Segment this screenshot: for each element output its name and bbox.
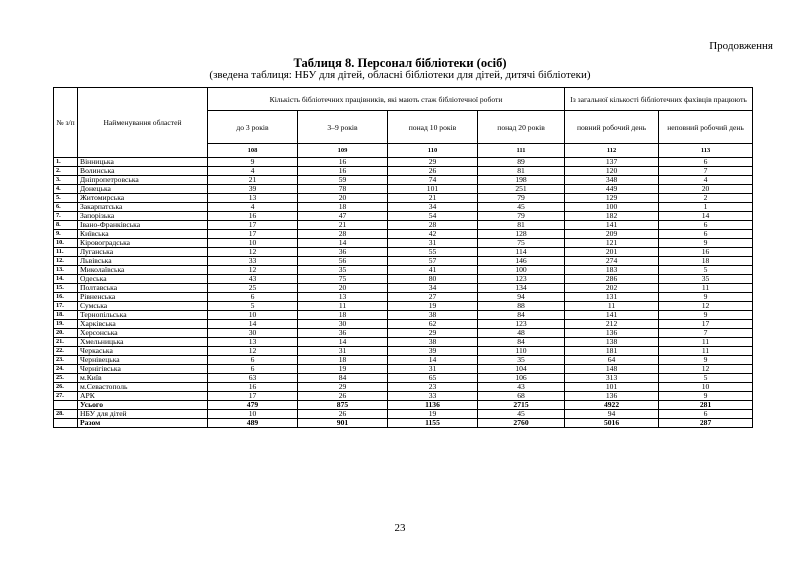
value-cell: 12: [208, 266, 298, 275]
header-code: 109: [298, 144, 388, 158]
table-row: [54, 410, 753, 419]
value-cell: 13: [208, 194, 298, 203]
value-cell: 18: [298, 203, 388, 212]
region-name: НБУ для дітей: [78, 410, 208, 419]
value-cell: 31: [298, 347, 388, 356]
value-cell: 14: [659, 212, 753, 221]
value-cell: 6: [659, 221, 753, 230]
value-cell: 100: [478, 266, 565, 275]
value-cell: 94: [478, 293, 565, 302]
value-cell: 6: [208, 365, 298, 374]
value-cell: 59: [298, 176, 388, 185]
row-number: 9.: [54, 230, 78, 239]
value-cell: 479: [208, 401, 298, 410]
value-cell: 11: [659, 347, 753, 356]
value-cell: 55: [388, 248, 478, 257]
value-cell: 6: [659, 410, 753, 419]
table-title: Таблиця 8. Персонал бібліотеки (осіб): [293, 56, 507, 70]
region-name: Чернівецька: [78, 356, 208, 365]
value-cell: 1136: [388, 401, 478, 410]
value-cell: 101: [565, 383, 659, 392]
value-cell: 449: [565, 185, 659, 194]
value-cell: 12: [659, 365, 753, 374]
value-cell: 38: [388, 311, 478, 320]
value-cell: 30: [208, 329, 298, 338]
value-cell: 489: [208, 419, 298, 428]
table-row: [54, 266, 753, 275]
value-cell: 29: [388, 329, 478, 338]
value-cell: 20: [659, 185, 753, 194]
value-cell: 287: [659, 419, 753, 428]
value-cell: 29: [388, 158, 478, 167]
row-number: 3.: [54, 176, 78, 185]
table-row: [54, 176, 753, 185]
region-name: Херсонська: [78, 329, 208, 338]
value-cell: 16: [659, 248, 753, 257]
table-row: [54, 419, 753, 428]
region-name: м.Севастополь: [78, 383, 208, 392]
value-cell: 10: [208, 311, 298, 320]
value-cell: 45: [478, 203, 565, 212]
value-cell: 9: [659, 293, 753, 302]
value-cell: 34: [388, 203, 478, 212]
table-row: [54, 338, 753, 347]
region-name: Івано-Франківська: [78, 221, 208, 230]
table-row: [54, 194, 753, 203]
value-cell: 13: [298, 293, 388, 302]
value-cell: 4922: [565, 401, 659, 410]
region-name: Закарпатська: [78, 203, 208, 212]
value-cell: 16: [208, 212, 298, 221]
value-cell: 146: [478, 257, 565, 266]
region-name: Разом: [78, 419, 208, 428]
region-name: Рівненська: [78, 293, 208, 302]
value-cell: 21: [298, 221, 388, 230]
value-cell: 6: [659, 230, 753, 239]
value-cell: 4: [208, 167, 298, 176]
row-number: 5.: [54, 194, 78, 203]
value-cell: 27: [388, 293, 478, 302]
value-cell: 2715: [478, 401, 565, 410]
value-cell: 79: [478, 212, 565, 221]
value-cell: 11: [298, 302, 388, 311]
value-cell: 10: [208, 239, 298, 248]
value-cell: 274: [565, 257, 659, 266]
region-name: Луганська: [78, 248, 208, 257]
value-cell: 12: [659, 302, 753, 311]
value-cell: 68: [478, 392, 565, 401]
value-cell: 57: [388, 257, 478, 266]
header-group-experience: Кількість бібліотечних працівників, які мають стаж бібліотечної роботи: [208, 88, 565, 111]
value-cell: 33: [388, 392, 478, 401]
value-cell: 136: [565, 329, 659, 338]
value-cell: 106: [478, 374, 565, 383]
value-cell: 10: [659, 383, 753, 392]
value-cell: 36: [298, 329, 388, 338]
value-cell: 35: [478, 356, 565, 365]
header-col: понад 20 років: [478, 111, 565, 144]
value-cell: 26: [298, 392, 388, 401]
table-row: [54, 311, 753, 320]
value-cell: 26: [388, 167, 478, 176]
region-name: Чернігівська: [78, 365, 208, 374]
value-cell: 148: [565, 365, 659, 374]
value-cell: 281: [659, 401, 753, 410]
region-name: АРК: [78, 392, 208, 401]
row-number: 24.: [54, 365, 78, 374]
row-number: 15.: [54, 284, 78, 293]
table-row: [54, 302, 753, 311]
value-cell: 23: [388, 383, 478, 392]
value-cell: 6: [659, 158, 753, 167]
value-cell: 875: [298, 401, 388, 410]
value-cell: 38: [388, 338, 478, 347]
value-cell: 251: [478, 185, 565, 194]
table-row: [54, 293, 753, 302]
value-cell: 7: [659, 329, 753, 338]
value-cell: 65: [388, 374, 478, 383]
row-number: 4.: [54, 185, 78, 194]
table-row: [54, 365, 753, 374]
table-row: [54, 401, 753, 410]
value-cell: 33: [208, 257, 298, 266]
value-cell: 47: [298, 212, 388, 221]
value-cell: 84: [478, 311, 565, 320]
value-cell: 137: [565, 158, 659, 167]
table-row: [54, 239, 753, 248]
value-cell: 42: [388, 230, 478, 239]
header-code: 113: [659, 144, 753, 158]
value-cell: 123: [478, 275, 565, 284]
value-cell: 28: [388, 221, 478, 230]
value-cell: 75: [478, 239, 565, 248]
table-row: [54, 275, 753, 284]
value-cell: 202: [565, 284, 659, 293]
table-row: [54, 230, 753, 239]
value-cell: 41: [388, 266, 478, 275]
value-cell: 2760: [478, 419, 565, 428]
value-cell: 19: [388, 410, 478, 419]
value-cell: 9: [659, 239, 753, 248]
value-cell: 84: [298, 374, 388, 383]
value-cell: 29: [298, 383, 388, 392]
value-cell: 75: [298, 275, 388, 284]
region-name: Усього: [78, 401, 208, 410]
value-cell: 209: [565, 230, 659, 239]
value-cell: 19: [298, 365, 388, 374]
header-code: 110: [388, 144, 478, 158]
region-name: Черкаська: [78, 347, 208, 356]
value-cell: 4: [659, 176, 753, 185]
region-name: Полтавська: [78, 284, 208, 293]
value-cell: 313: [565, 374, 659, 383]
value-cell: 9: [208, 158, 298, 167]
value-cell: 43: [208, 275, 298, 284]
value-cell: 35: [659, 275, 753, 284]
continuation-label: Продовження: [709, 40, 773, 52]
value-cell: 128: [478, 230, 565, 239]
value-cell: 88: [478, 302, 565, 311]
value-cell: 12: [208, 248, 298, 257]
value-cell: 18: [659, 257, 753, 266]
value-cell: 131: [565, 293, 659, 302]
row-number: [54, 419, 78, 428]
value-cell: 16: [298, 167, 388, 176]
value-cell: 141: [565, 221, 659, 230]
row-number: 14.: [54, 275, 78, 284]
region-name: Дніпропетровська: [78, 176, 208, 185]
value-cell: 1: [659, 203, 753, 212]
table-row: [54, 158, 753, 167]
row-number: 19.: [54, 320, 78, 329]
table-row: [54, 320, 753, 329]
row-number: 1.: [54, 158, 78, 167]
table-row: [54, 203, 753, 212]
value-cell: 17: [208, 230, 298, 239]
row-number: 11.: [54, 248, 78, 257]
row-number: 18.: [54, 311, 78, 320]
table-row: [54, 383, 753, 392]
value-cell: 201: [565, 248, 659, 257]
row-number: 27.: [54, 392, 78, 401]
value-cell: 10: [208, 410, 298, 419]
table-row: [54, 185, 753, 194]
value-cell: 74: [388, 176, 478, 185]
header-group-workload: Із загальної кількості бібліотечних фахівців працюють: [565, 88, 753, 111]
value-cell: 114: [478, 248, 565, 257]
value-cell: 28: [298, 230, 388, 239]
region-name: Хмельницька: [78, 338, 208, 347]
value-cell: 89: [478, 158, 565, 167]
header-col: понад 10 років: [388, 111, 478, 144]
header-num: № з/п: [54, 88, 78, 158]
value-cell: 1155: [388, 419, 478, 428]
value-cell: 13: [208, 338, 298, 347]
value-cell: 78: [298, 185, 388, 194]
value-cell: 129: [565, 194, 659, 203]
value-cell: 212: [565, 320, 659, 329]
value-cell: 63: [208, 374, 298, 383]
value-cell: 121: [565, 239, 659, 248]
value-cell: 141: [565, 311, 659, 320]
page-number: 23: [394, 522, 406, 534]
table-subtitle: (зведена таблиця: НБУ для дітей, обласні бібліотеки для дітей, дитячі бібліотеки): [209, 69, 591, 81]
value-cell: 43: [478, 383, 565, 392]
region-name: Львівська: [78, 257, 208, 266]
value-cell: 34: [388, 284, 478, 293]
value-cell: 26: [298, 410, 388, 419]
value-cell: 138: [565, 338, 659, 347]
region-name: Тернопільська: [78, 311, 208, 320]
row-number: 12.: [54, 257, 78, 266]
value-cell: 182: [565, 212, 659, 221]
region-name: м.Київ: [78, 374, 208, 383]
header-region: Найменування областей: [78, 88, 208, 158]
value-cell: 30: [298, 320, 388, 329]
row-number: [54, 401, 78, 410]
value-cell: 181: [565, 347, 659, 356]
row-number: 7.: [54, 212, 78, 221]
row-number: 25.: [54, 374, 78, 383]
row-number: 23.: [54, 356, 78, 365]
value-cell: 16: [208, 383, 298, 392]
row-number: 16.: [54, 293, 78, 302]
value-cell: 14: [208, 320, 298, 329]
table-row: [54, 257, 753, 266]
value-cell: 81: [478, 167, 565, 176]
value-cell: 35: [298, 266, 388, 275]
value-cell: 11: [659, 284, 753, 293]
row-number: 6.: [54, 203, 78, 212]
value-cell: 5: [208, 302, 298, 311]
header-col: 3–9 років: [298, 111, 388, 144]
value-cell: 5: [659, 374, 753, 383]
value-cell: 81: [478, 221, 565, 230]
value-cell: 25: [208, 284, 298, 293]
value-cell: 20: [298, 284, 388, 293]
row-number: 20.: [54, 329, 78, 338]
value-cell: 94: [565, 410, 659, 419]
region-name: Запорізька: [78, 212, 208, 221]
value-cell: 84: [478, 338, 565, 347]
value-cell: 17: [208, 221, 298, 230]
value-cell: 39: [388, 347, 478, 356]
value-cell: 20: [298, 194, 388, 203]
value-cell: 12: [208, 347, 298, 356]
row-number: 17.: [54, 302, 78, 311]
region-name: Сумська: [78, 302, 208, 311]
value-cell: 18: [298, 311, 388, 320]
value-cell: 18: [298, 356, 388, 365]
region-name: Миколаївська: [78, 266, 208, 275]
row-number: 13.: [54, 266, 78, 275]
table-row: [54, 167, 753, 176]
region-name: Київська: [78, 230, 208, 239]
value-cell: 901: [298, 419, 388, 428]
value-cell: 6: [208, 293, 298, 302]
value-cell: 134: [478, 284, 565, 293]
row-number: 10.: [54, 239, 78, 248]
value-cell: 21: [388, 194, 478, 203]
value-cell: 9: [659, 392, 753, 401]
staff-table: [53, 87, 753, 428]
value-cell: 17: [659, 320, 753, 329]
header-code: 108: [208, 144, 298, 158]
value-cell: 64: [565, 356, 659, 365]
value-cell: 100: [565, 203, 659, 212]
value-cell: 348: [565, 176, 659, 185]
value-cell: 56: [298, 257, 388, 266]
header-col: до 3 років: [208, 111, 298, 144]
header-col: неповний робочий день: [659, 111, 753, 144]
value-cell: 136: [565, 392, 659, 401]
value-cell: 39: [208, 185, 298, 194]
value-cell: 101: [388, 185, 478, 194]
value-cell: 31: [388, 239, 478, 248]
row-number: 28.: [54, 410, 78, 419]
value-cell: 123: [478, 320, 565, 329]
region-name: Кіровоградська: [78, 239, 208, 248]
value-cell: 14: [298, 338, 388, 347]
value-cell: 11: [659, 338, 753, 347]
value-cell: 110: [478, 347, 565, 356]
header-code: 111: [478, 144, 565, 158]
value-cell: 286: [565, 275, 659, 284]
value-cell: 183: [565, 266, 659, 275]
value-cell: 104: [478, 365, 565, 374]
value-cell: 4: [208, 203, 298, 212]
value-cell: 5016: [565, 419, 659, 428]
value-cell: 120: [565, 167, 659, 176]
region-name: Донецька: [78, 185, 208, 194]
value-cell: 80: [388, 275, 478, 284]
value-cell: 36: [298, 248, 388, 257]
value-cell: 21: [208, 176, 298, 185]
value-cell: 19: [388, 302, 478, 311]
row-number: 2.: [54, 167, 78, 176]
value-cell: 198: [478, 176, 565, 185]
value-cell: 5: [659, 266, 753, 275]
table-row: [54, 374, 753, 383]
value-cell: 79: [478, 194, 565, 203]
region-name: Харківська: [78, 320, 208, 329]
row-number: 26.: [54, 383, 78, 392]
row-number: 21.: [54, 338, 78, 347]
row-number: 22.: [54, 347, 78, 356]
value-cell: 7: [659, 167, 753, 176]
table-row: [54, 356, 753, 365]
header-col: повний робочий день: [565, 111, 659, 144]
table-row: [54, 392, 753, 401]
table-row: [54, 284, 753, 293]
table-row: [54, 248, 753, 257]
value-cell: 17: [208, 392, 298, 401]
table-body: [54, 158, 753, 428]
region-name: Житомирська: [78, 194, 208, 203]
row-number: 8.: [54, 221, 78, 230]
region-name: Вінницька: [78, 158, 208, 167]
table-row: [54, 329, 753, 338]
value-cell: 45: [478, 410, 565, 419]
value-cell: 14: [298, 239, 388, 248]
value-cell: 11: [565, 302, 659, 311]
table-row: [54, 212, 753, 221]
value-cell: 54: [388, 212, 478, 221]
value-cell: 62: [388, 320, 478, 329]
value-cell: 16: [298, 158, 388, 167]
value-cell: 6: [208, 356, 298, 365]
value-cell: 9: [659, 311, 753, 320]
value-cell: 31: [388, 365, 478, 374]
region-name: Волинська: [78, 167, 208, 176]
value-cell: 2: [659, 194, 753, 203]
table-row: [54, 221, 753, 230]
region-name: Одеська: [78, 275, 208, 284]
table-row: [54, 347, 753, 356]
value-cell: 14: [388, 356, 478, 365]
header-code: 112: [565, 144, 659, 158]
value-cell: 48: [478, 329, 565, 338]
value-cell: 9: [659, 356, 753, 365]
